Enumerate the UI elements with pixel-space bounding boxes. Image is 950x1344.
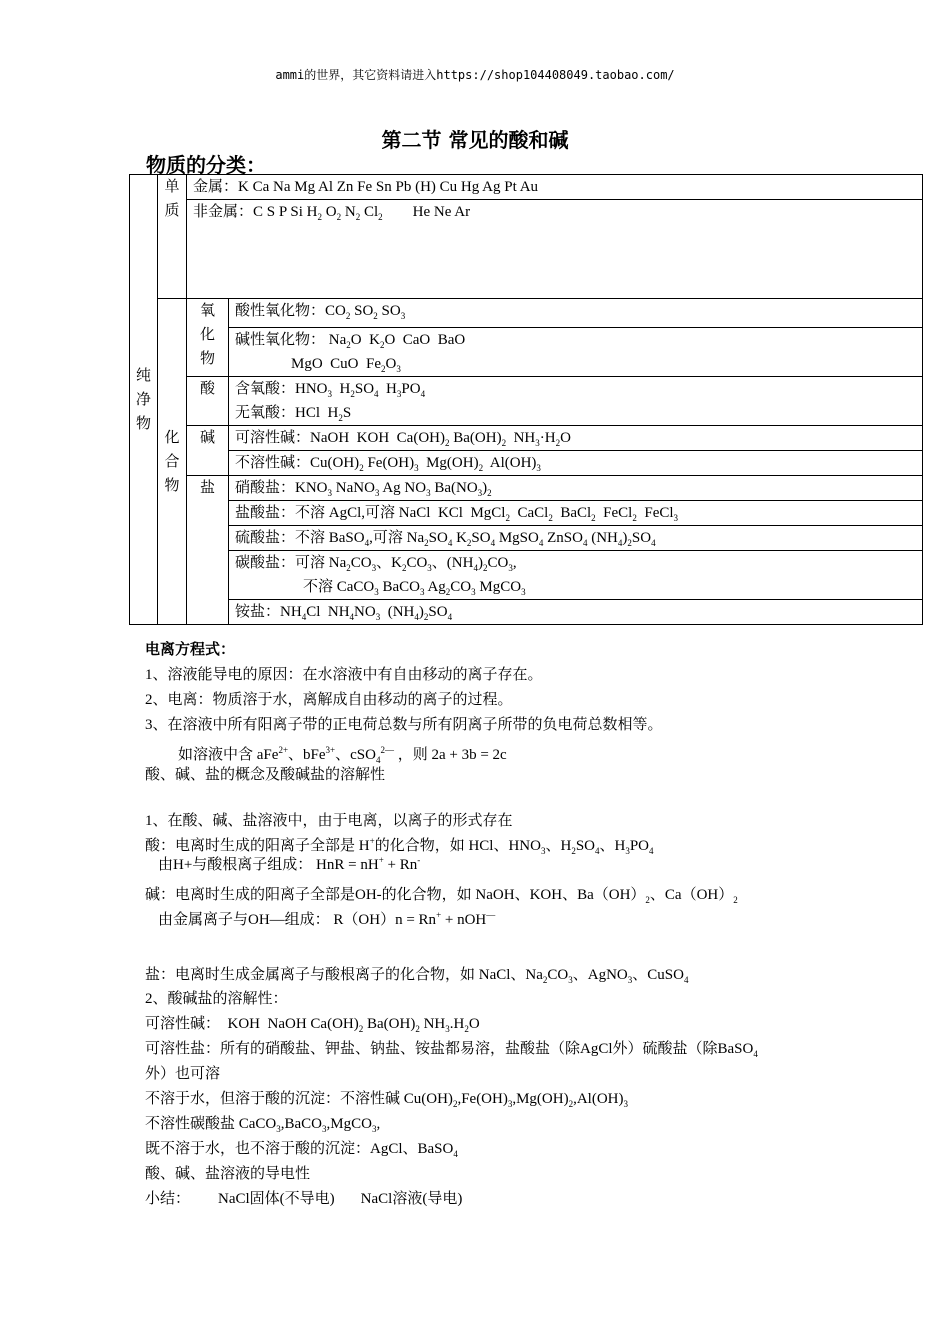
elemental-cell <box>158 175 187 299</box>
pure-substance-label: 纯净物 <box>135 367 151 432</box>
section-subtitle: 物质的分类： <box>146 153 266 177</box>
para-13: 可溶性碱： KOH NaOH $Ca(OH)_2$ $Ba(OH)_2$ $NH_3.H_2O$ <box>145 1016 480 1034</box>
base-label: 碱 <box>199 430 215 446</box>
sulfate-row: 硫酸盐：不溶 BaSO$_4$,可溶 $Na_2SO_4$ $K_2SO_4$ MgSO$_4$ ZnSO$_4$ $(NH_4)_2SO_4$ <box>229 526 923 551</box>
para-19: 酸、碱、盐溶液的导电性 <box>145 1166 311 1182</box>
chloride-row: 盐酸盐：不溶 AgCl,可溶 NaCl KCl MgCl$_2$ CaCl$_2$ BaCl$_2$ FeCl$_2$ FeCl$_3$ <box>229 501 923 526</box>
acid-row: 含氧酸：$HNO_3$ $H_2SO_4$ $H_3PO_4$ 无氧酸：HCl $H_2S$ <box>229 377 923 426</box>
para-12: 2、酸碱盐的溶解性： <box>145 991 288 1007</box>
acid-label: 酸 <box>199 381 215 397</box>
oxide-label: 氧化物 <box>199 303 215 367</box>
para-10: 由金属离子与OH—组成： R（OH）n = Rn+ + nOH— <box>158 910 496 928</box>
salt-cell <box>187 476 229 625</box>
para-7: 酸：电离时生成的阳离子全部是 H+的化合物，如 HCl、$HNO_3$、$H_2SO_4$、$H_3PO_4$ <box>145 836 654 856</box>
para-1: 1、溶液能导电的原因：在水溶液中有自由移动的离子存在。 <box>145 667 543 683</box>
nitrate-row: 硝酸盐：$KNO_3$ NaNO$_3$ Ag $NO_3$ $Ba(NO_3)_2$ <box>229 476 923 501</box>
para-2: 2、电离：物质溶于水，离解成自由移动的离子的过程。 <box>145 692 513 708</box>
insoluble-base-row: 不溶性碱：$Cu(OH)_2$ $Fe(OH)_3$ $Mg(OH)_2$ $Al(OH)_3$ <box>229 451 923 476</box>
para-14: 可溶性盐：所有的硝酸盐、钾盐、钠盐、铵盐都易溶，盐酸盐（除AgCl外）硫酸盐（除BaSO$_4$ <box>145 1041 758 1059</box>
page-header: ammi的世界，其它资料请进入https://shop104408049.taobao.com/ <box>275 68 675 82</box>
para-17: 不溶性碳酸盐 CaCO$_3$,BaCO$_3$,MgCO$_3$, <box>145 1116 381 1134</box>
para-8: 由H+与酸根离子组成： HnR = nH+ + Rn- <box>158 855 421 873</box>
para-9: 碱：电离时生成的阳离子全部是OH-的化合物，如 NaOH、KOH、$Ba(OH)_2$、$Ca(OH)_2$ <box>145 887 738 905</box>
metal-text: 金属：K Ca Na Mg Al Zn Fe Sn Pb (H) Cu Hg Ag Pt Au <box>193 179 539 195</box>
page-title: 第二节 常见的酸和碱 <box>381 128 569 152</box>
para-15: 外）也可溶 <box>145 1066 221 1082</box>
para-20: 小结： NaCl固体(不导电) NaCl溶液(导电) <box>145 1191 463 1207</box>
para-16: 不溶于水，但溶于酸的沉淀：不溶性碱 $Cu(OH)_2,Fe(OH)_3,Mg(OH)_2,Al(OH)_3$ <box>145 1091 628 1109</box>
pure-substance-cell <box>130 175 158 625</box>
ionization-title: 电离方程式： <box>145 642 236 658</box>
compound-cell <box>158 299 187 625</box>
para-3: 3、在溶液中所有阳离子带的正电荷总数与所有阴离子所带的负电荷总数相等。 <box>145 717 663 733</box>
para-6: 1、在酸、碱、盐溶液中，由于电离，以离子的形式存在 <box>145 813 513 829</box>
carbonate-row: 碳酸盐：可溶 $Na_2CO_3$、$K_2CO_3$、$(NH_4)_2CO_3$, 不溶 CaCO$_3$ BaCO$_3$ $Ag_2CO_3$ MgCO$_3$ <box>229 551 923 600</box>
base-cell <box>187 426 229 476</box>
compound-label: 化合物 <box>164 429 180 494</box>
ammonium-row: 铵盐：$NH_4Cl$ $NH_4NO_3$ $(NH_4)_2SO_4$ <box>229 600 923 625</box>
para-5: 酸、碱、盐的概念及酸碱盐的溶解性 <box>145 767 386 783</box>
soluble-base-row: 可溶性碱：NaOH KOH $Ca(OH)_2$ $Ba(OH)_2$ $NH_3\cdot H_2O$ <box>229 426 923 451</box>
acid-cell <box>187 377 229 426</box>
nonmetal-label: 非金属： <box>193 204 254 220</box>
para-11: 盐：电离时生成金属离子与酸根离子的化合物，如 NaCl、$Na_2CO_3$、AgNO$_3$、CuSO$_4$ <box>145 967 689 985</box>
para-4: 如溶液中含 aFe$^{2+}$、bFe$^{3+}$、cSO$_4^{2—}$ ，则 2a + 3b = 2c <box>178 745 507 765</box>
acidic-oxide-row: 酸性氧化物：$CO_2$ $SO_2$ $SO_3$ <box>229 299 923 328</box>
nonmetal-row: 非金属：C S P Si $H_2$ $O_2$ $N_2$ $Cl_2$ He Ne Ar <box>187 200 923 299</box>
metal-row <box>187 175 923 200</box>
elemental-label: 单质 <box>164 179 180 219</box>
basic-oxide-row: 碱性氧化物： $Na_2O$ $K_2O$ CaO BaO MgO CuO $Fe_2O_3$ <box>229 328 923 377</box>
oxide-cell <box>187 299 229 377</box>
para-18: 既不溶于水，也不溶于酸的沉淀：AgCl、BaSO$_4$ <box>145 1141 458 1159</box>
classification-table <box>129 174 923 625</box>
salt-label: 盐 <box>199 480 215 496</box>
